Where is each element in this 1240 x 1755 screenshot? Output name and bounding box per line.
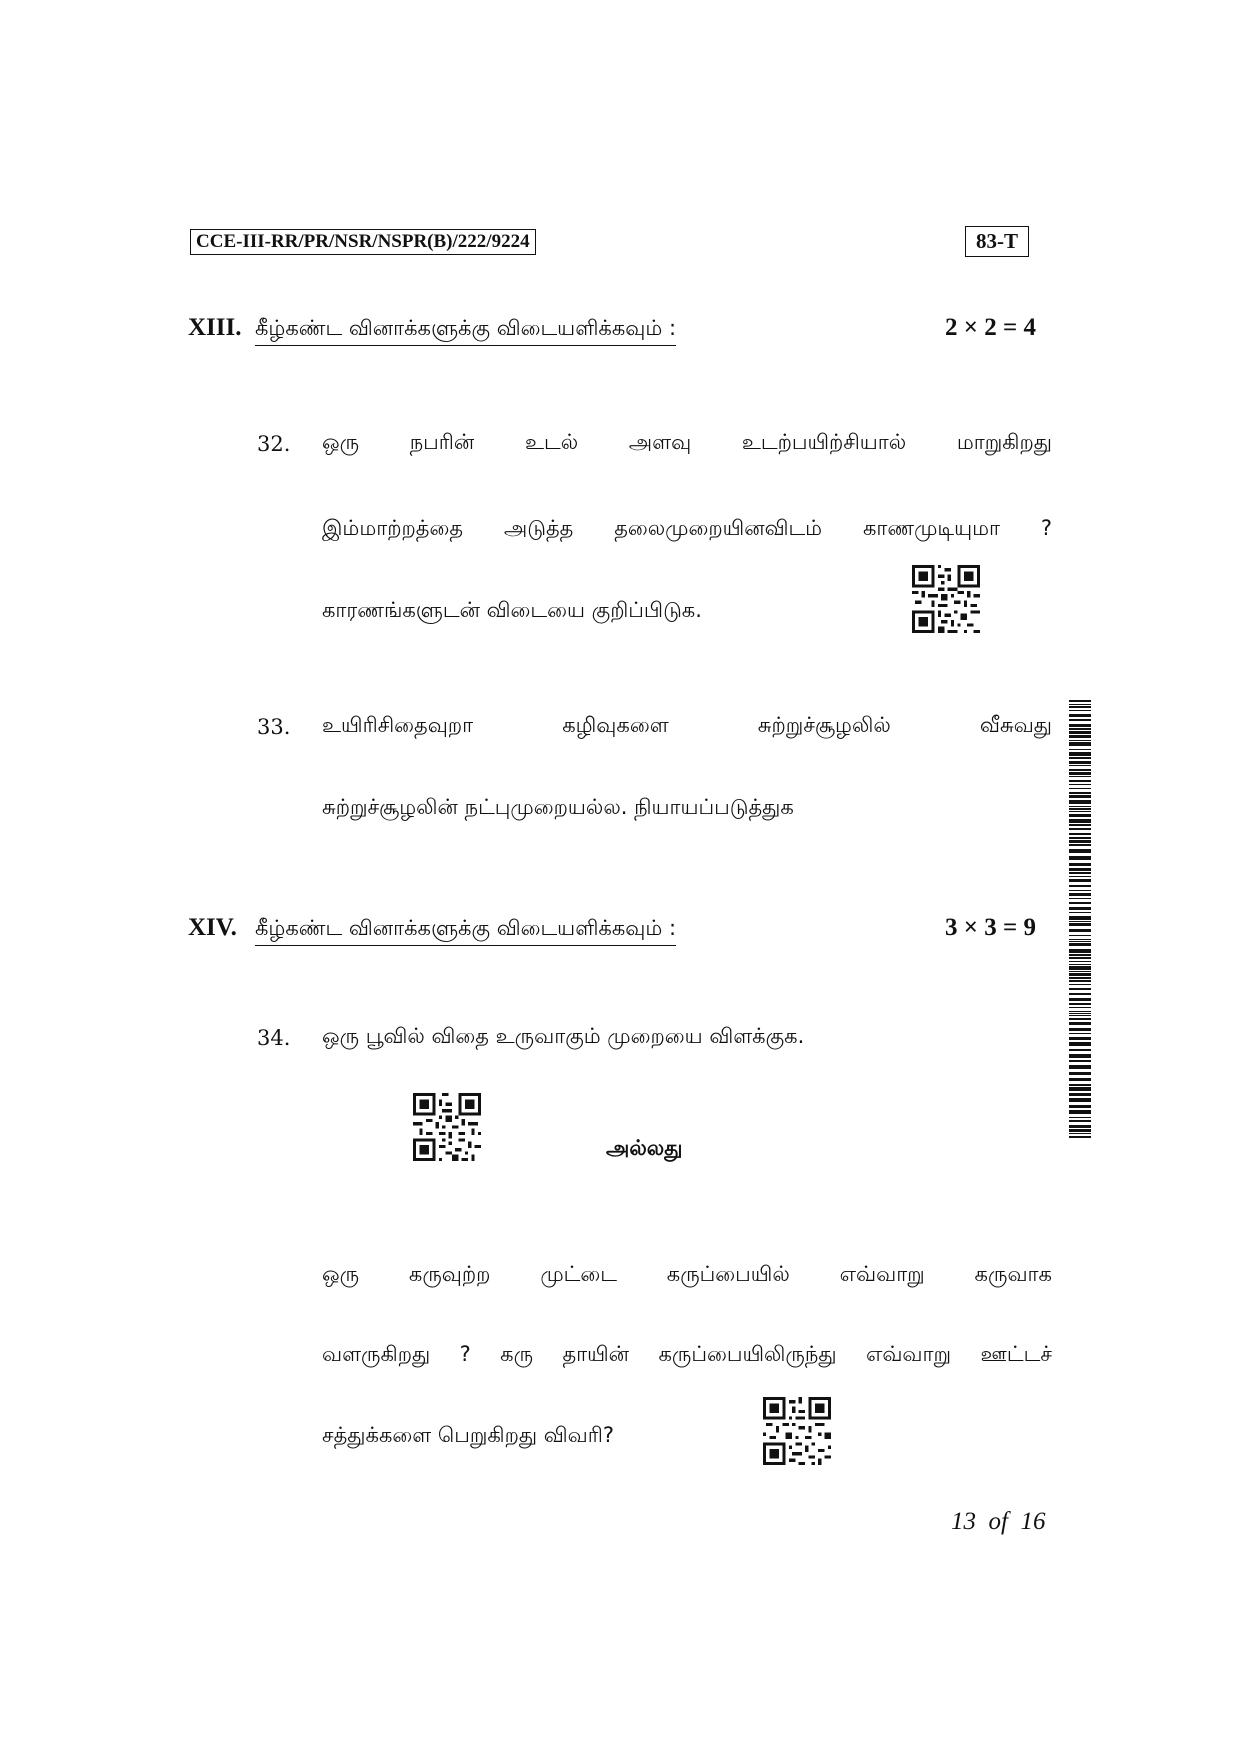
question-line [322, 1342, 1052, 1369]
paper-code: 83-T [965, 226, 1029, 257]
qr-code-icon [912, 565, 980, 633]
exam-code: CCE-III-RR/PR/NSR/NSPR(B)/222/9224 [190, 229, 536, 255]
word: முட்டை [540, 1262, 617, 1286]
question-number: 33. [257, 715, 291, 739]
barcode-icon [1069, 700, 1091, 1140]
word: ஊட்டச் [980, 1342, 1052, 1366]
word: கரு [500, 1342, 534, 1366]
qr-code-icon [763, 1397, 831, 1465]
question-line [322, 713, 1052, 740]
word: இம்மாற்றத்தை [322, 516, 464, 540]
question-line: சத்துக்களை பெறுகிறது விவரி? [322, 1423, 615, 1447]
question-line [322, 430, 1052, 457]
word: அடுத்த [503, 516, 574, 540]
question-line: சுற்றுச்சூழலின் நட்புமுறையல்ல. நியாயப்படுத்துக [322, 795, 794, 819]
word: மாறுகிறது [956, 430, 1052, 454]
word: உயிரிசிதைவுறா [322, 713, 474, 737]
word: கருப்பையிலிருந்து [658, 1342, 837, 1366]
word: எவ்வாறு [865, 1342, 952, 1366]
or-label: அல்லது [606, 1136, 683, 1160]
word: கருப்பையில் [666, 1262, 790, 1286]
section-number: XIV. [188, 914, 237, 941]
word: ஒரு [322, 1262, 360, 1286]
question-line: காரணங்களுடன் விடையை குறிப்பிடுக. [322, 598, 702, 622]
question-number: 34. [257, 1026, 291, 1050]
section-title: கீழ்கண்ட வினாக்களுக்கு விடையளிக்கவும் : [255, 316, 676, 346]
section-marks: 2 × 2 = 4 [945, 314, 1036, 341]
word: ? [1040, 516, 1052, 540]
question-line: ஒரு பூவில் விதை உருவாகும் முறையை விளக்குக. [322, 1024, 805, 1048]
page-number: 13 of 16 [951, 1508, 1046, 1535]
section-number: XIII. [188, 314, 242, 341]
word: வளருகிறது [322, 1342, 431, 1366]
word: ஒரு [322, 430, 360, 454]
word: வீசுவது [979, 713, 1052, 737]
word: கழிவுகளை [562, 713, 669, 737]
word: ? [459, 1342, 471, 1366]
section-title: கீழ்கண்ட வினாக்களுக்கு விடையளிக்கவும் : [255, 916, 676, 946]
word: தாயின் [562, 1342, 630, 1366]
word: உடல் [524, 430, 579, 454]
word: சுற்றுச்சூழலில் [757, 713, 891, 737]
word: கருவுற்ற [408, 1262, 491, 1286]
section-marks: 3 × 3 = 9 [945, 914, 1036, 941]
word: தலைமுறையினவிடம் [614, 516, 823, 540]
question-line [322, 516, 1052, 543]
question-number: 32. [257, 432, 291, 456]
question-line [322, 1262, 1052, 1289]
word: காணமுடியுமா [862, 516, 1000, 540]
qr-code-icon [413, 1093, 481, 1161]
word: கருவாக [974, 1262, 1052, 1286]
word: அளவு [628, 430, 692, 454]
word: எவ்வாறு [839, 1262, 925, 1286]
word: உடற்பயிற்சியால் [741, 430, 907, 454]
word: நபரின் [409, 430, 475, 454]
